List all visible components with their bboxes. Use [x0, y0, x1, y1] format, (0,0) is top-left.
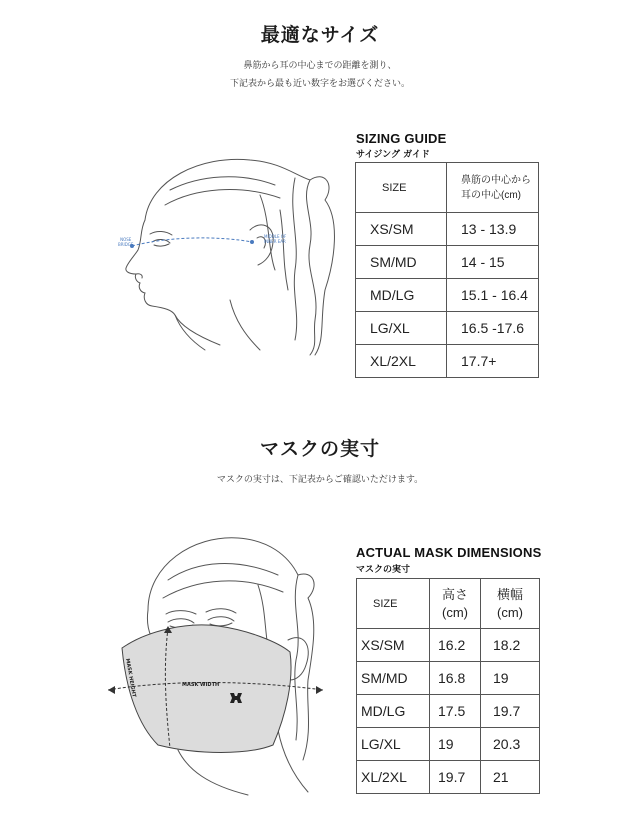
table-row: [356, 279, 539, 312]
table-row: [357, 662, 540, 695]
size-cell: LG/XL: [356, 312, 447, 345]
size-cell: XL/2XL: [357, 761, 430, 794]
mask-height-label: MASK HEIGHT: [124, 658, 137, 698]
range-cell: 15.1 - 16.4: [447, 279, 539, 312]
size-cell: SM/MD: [356, 246, 447, 279]
mask-dimensions-table: [356, 578, 540, 794]
table-row: [356, 345, 539, 378]
table-row: [357, 629, 540, 662]
masked-face-illustration: [108, 530, 348, 800]
table-row: [356, 213, 539, 246]
table-row: [357, 728, 540, 761]
table-row: [357, 761, 540, 794]
sizing-guide-table: [355, 162, 539, 378]
size-cell: XS/SM: [357, 629, 430, 662]
section-desc-line1: 鼻筋から耳の中心までの距離を測り、: [243, 61, 397, 71]
head-profile-illustration: [110, 150, 350, 360]
height-cell: 19.7: [430, 761, 481, 794]
width-cell: 19.7: [481, 695, 540, 728]
table-row: [356, 312, 539, 345]
nose-bridge-label: NOSE BRIDGE: [118, 237, 134, 247]
size-cell: MD/LG: [357, 695, 430, 728]
section-title-best-size: 最適なサイズ: [260, 24, 380, 46]
mask-shape: [122, 625, 291, 753]
range-cell: 16.5 -17.6: [447, 312, 539, 345]
height-cell: 17.5: [430, 695, 481, 728]
section-desc: マスクの実寸は、下記表からご確認いただけます。: [216, 475, 424, 485]
size-cell: XL/2XL: [356, 345, 447, 378]
header-size: SIZE: [356, 163, 447, 213]
range-cell: 14 - 15: [447, 246, 539, 279]
sizing-guide-subtitle: サイジング ガイド: [356, 150, 430, 160]
range-cell: 13 - 13.9: [447, 213, 539, 246]
section-title-mask-dimensions: マスクの実寸: [259, 438, 380, 460]
header-size: SIZE: [357, 579, 430, 629]
mask-dimensions-title: ACTUAL MASK DIMENSIONS: [356, 545, 542, 560]
width-cell: 20.3: [481, 728, 540, 761]
range-cell: 17.7+: [447, 345, 539, 378]
table-row: [357, 695, 540, 728]
inner-ear-label: MIDDLE OF INNER EAR: [264, 234, 287, 244]
table-header-row: [357, 579, 540, 629]
mask-width-label: MASK WIDTH: [182, 682, 220, 688]
size-cell: SM/MD: [357, 662, 430, 695]
sizing-guide-title: SIZING GUIDE: [356, 131, 447, 146]
section-desc-line2: 下記表から最も近い数字をお選びください。: [229, 79, 410, 89]
width-cell: 18.2: [481, 629, 540, 662]
width-cell: 19: [481, 662, 540, 695]
size-cell: MD/LG: [356, 279, 447, 312]
size-cell: LG/XL: [357, 728, 430, 761]
table-header-row: [356, 163, 539, 213]
height-cell: 16.8: [430, 662, 481, 695]
table-row: [356, 246, 539, 279]
mask-dimensions-subtitle: マスクの実寸: [356, 565, 411, 575]
header-height: 高さ (cm): [430, 579, 481, 629]
header-measure: 鼻筋の中心から 耳の中心(cm): [447, 163, 539, 213]
height-cell: 16.2: [430, 629, 481, 662]
header-width: 横幅 (cm): [481, 579, 540, 629]
height-cell: 19: [430, 728, 481, 761]
width-cell: 21: [481, 761, 540, 794]
size-cell: XS/SM: [356, 213, 447, 246]
